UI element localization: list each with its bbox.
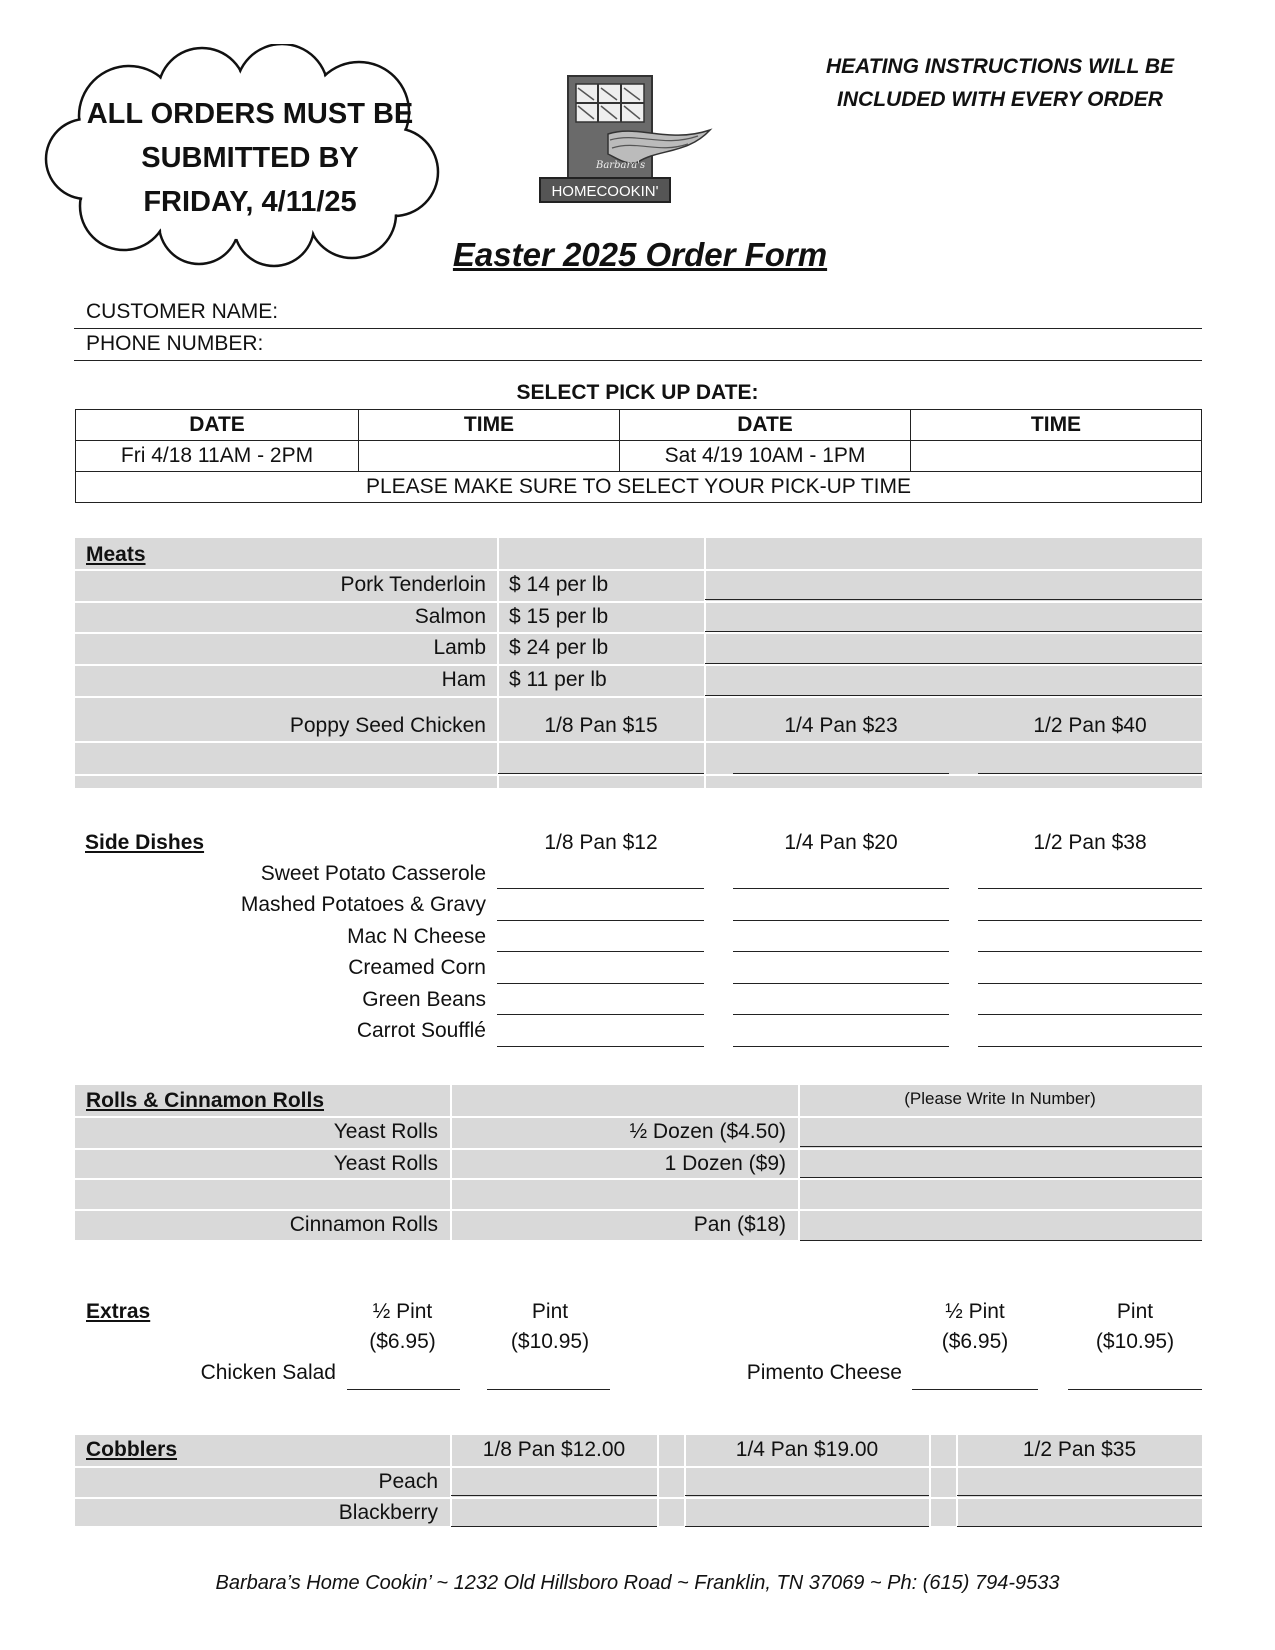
side-quantity-field[interactable]	[733, 983, 949, 984]
meat-quantity-field[interactable]	[705, 631, 1202, 632]
cobbler-item-name: Peach	[378, 1470, 438, 1493]
roll-quantity-field[interactable]	[800, 1240, 1202, 1241]
cobbler-quantity-field[interactable]	[451, 1526, 657, 1527]
cobbler-size-label: 1/8 Pan $12.00	[482, 1438, 626, 1461]
side-size-label: 1/4 Pan $20	[784, 831, 898, 854]
poppy-size-label: 1/2 Pan $40	[1033, 714, 1147, 737]
customer-name-label: CUSTOMER NAME:	[86, 300, 279, 323]
pickup-header-date: DATE	[76, 410, 359, 441]
pickup-note: PLEASE MAKE SURE TO SELECT YOUR PICK-UP TIME	[76, 472, 1202, 503]
roll-item-name: Yeast Rolls	[333, 1120, 438, 1143]
side-size-label: 1/2 Pan $38	[1033, 831, 1147, 854]
extra-quantity-field[interactable]	[347, 1389, 460, 1390]
customer-name-field[interactable]	[74, 328, 1202, 329]
side-item-name: Sweet Potato Casserole	[260, 862, 486, 885]
homecookin-logo	[538, 74, 718, 209]
pickup-table	[75, 409, 1202, 503]
side-quantity-field[interactable]	[733, 1046, 949, 1047]
meat-item-price: $ 11 per lb	[509, 668, 607, 691]
roll-item-size: ½ Dozen ($4.50)	[629, 1120, 786, 1143]
half-pint-label: ½ Pint	[945, 1300, 1005, 1323]
cobbler-quantity-field[interactable]	[957, 1526, 1202, 1527]
side-quantity-field[interactable]	[497, 920, 704, 921]
side-quantity-field[interactable]	[733, 951, 949, 952]
extras-heading: Extras	[86, 1300, 151, 1323]
side-quantity-field[interactable]	[497, 951, 704, 952]
poppy-quantity-field[interactable]	[733, 773, 949, 774]
cobbler-item-name: Blackberry	[338, 1501, 438, 1524]
meat-item-name: Ham	[441, 668, 486, 691]
side-quantity-field[interactable]	[497, 1046, 704, 1047]
pickup-option-saturday: Sat 4/19 10AM - 1PM	[620, 441, 911, 472]
poppy-seed-chicken-label: Poppy Seed Chicken	[289, 714, 486, 737]
phone-number-field[interactable]	[74, 360, 1202, 361]
extra-item-name: Pimento Cheese	[746, 1361, 902, 1384]
extra-quantity-field[interactable]	[912, 1389, 1038, 1390]
phone-number-label: PHONE NUMBER:	[86, 332, 264, 355]
logo-brand-text: HOMECOOKIN'	[551, 183, 659, 200]
cobbler-quantity-field[interactable]	[685, 1526, 929, 1527]
side-quantity-field[interactable]	[978, 888, 1202, 889]
meat-item-name: Salmon	[414, 605, 486, 628]
meat-item-name: Pork Tenderloin	[340, 573, 486, 596]
pickup-header-time: TIME	[911, 410, 1202, 441]
cobbler-quantity-field[interactable]	[685, 1495, 929, 1496]
side-quantity-field[interactable]	[978, 951, 1202, 952]
pickup-header-time: TIME	[359, 410, 620, 441]
pint-label: Pint	[531, 1300, 569, 1323]
poppy-size-label: 1/8 Pan $15	[544, 714, 658, 737]
order-deadline-notice: ALL ORDERS MUST BE SUBMITTED BY FRIDAY, 4/11/25	[86, 98, 414, 218]
side-quantity-field[interactable]	[733, 1014, 949, 1015]
business-address-footer: Barbara’s Home Cookin’ ~ 1232 Old Hillsboro Road ~ Franklin, TN 37069 ~ Ph: (615) 794-9533	[215, 1572, 1060, 1594]
side-quantity-field[interactable]	[497, 983, 704, 984]
side-quantity-field[interactable]	[497, 888, 704, 889]
rolls-heading: Rolls & Cinnamon Rolls	[86, 1089, 325, 1112]
pint-price: ($10.95)	[510, 1330, 590, 1353]
side-item-name: Creamed Corn	[348, 956, 486, 979]
extra-quantity-field[interactable]	[1068, 1389, 1202, 1390]
meat-quantity-field[interactable]	[705, 695, 1202, 696]
pickup-time-saturday-field[interactable]	[911, 441, 1202, 472]
half-pint-label: ½ Pint	[372, 1300, 433, 1323]
pickup-time-friday-field[interactable]	[359, 441, 620, 472]
rolls-write-in-note: (Please Write In Number)	[904, 1089, 1096, 1108]
roll-item-name: Cinnamon Rolls	[289, 1213, 438, 1236]
extra-item-name: Chicken Salad	[200, 1361, 336, 1384]
side-quantity-field[interactable]	[497, 1014, 704, 1015]
logo-script-text: Barbara's	[596, 160, 646, 171]
meat-quantity-field[interactable]	[705, 599, 1202, 600]
pickup-header-date: DATE	[620, 410, 911, 441]
cobbler-size-label: 1/4 Pan $19.00	[735, 1438, 879, 1461]
pint-price: ($10.95)	[1095, 1330, 1175, 1353]
pickup-heading: SELECT PICK UP DATE:	[516, 381, 759, 404]
side-quantity-field[interactable]	[978, 983, 1202, 984]
half-pint-price: ($6.95)	[369, 1330, 436, 1353]
side-quantity-field[interactable]	[733, 888, 949, 889]
pint-label: Pint	[1116, 1300, 1154, 1323]
roll-item-name: Yeast Rolls	[333, 1152, 438, 1175]
meat-quantity-field[interactable]	[705, 663, 1202, 664]
meat-item-name: Lamb	[433, 636, 486, 659]
side-item-name: Mac N Cheese	[347, 925, 486, 948]
side-quantity-field[interactable]	[978, 920, 1202, 921]
cobbler-quantity-field[interactable]	[957, 1495, 1202, 1496]
side-item-name: Mashed Potatoes & Gravy	[240, 893, 486, 916]
poppy-size-label: 1/4 Pan $23	[784, 714, 898, 737]
side-quantity-field[interactable]	[978, 1014, 1202, 1015]
cobbler-quantity-field[interactable]	[451, 1495, 657, 1496]
sides-heading: Side Dishes	[85, 831, 205, 854]
side-quantity-field[interactable]	[733, 920, 949, 921]
meat-item-price: $ 24 per lb	[509, 636, 609, 659]
roll-item-size: Pan ($18)	[693, 1213, 786, 1236]
extra-quantity-field[interactable]	[487, 1389, 610, 1390]
side-quantity-field[interactable]	[978, 1046, 1202, 1047]
side-size-label: 1/8 Pan $12	[544, 831, 658, 854]
roll-item-size: 1 Dozen ($9)	[664, 1152, 786, 1175]
roll-quantity-field[interactable]	[800, 1177, 1202, 1178]
pickup-option-friday: Fri 4/18 11AM - 2PM	[76, 441, 359, 472]
side-item-name: Carrot Soufflé	[356, 1019, 486, 1042]
side-item-name: Green Beans	[362, 988, 486, 1011]
cobbler-size-label: 1/2 Pan $35	[1022, 1438, 1137, 1461]
roll-quantity-field[interactable]	[800, 1146, 1202, 1147]
half-pint-price: ($6.95)	[941, 1330, 1009, 1353]
poppy-quantity-field[interactable]	[978, 773, 1202, 774]
page-title: Easter 2025 Order Form	[452, 236, 828, 273]
meats-heading: Meats	[86, 543, 146, 566]
meat-item-price: $ 15 per lb	[509, 605, 609, 628]
meat-item-price: $ 14 per lb	[509, 573, 609, 596]
poppy-quantity-field[interactable]	[498, 773, 704, 774]
heating-instructions-notice: HEATING INSTRUCTIONS WILL BE INCLUDED WITH EVERY ORDER	[825, 55, 1175, 111]
cobblers-heading: Cobblers	[86, 1438, 178, 1461]
